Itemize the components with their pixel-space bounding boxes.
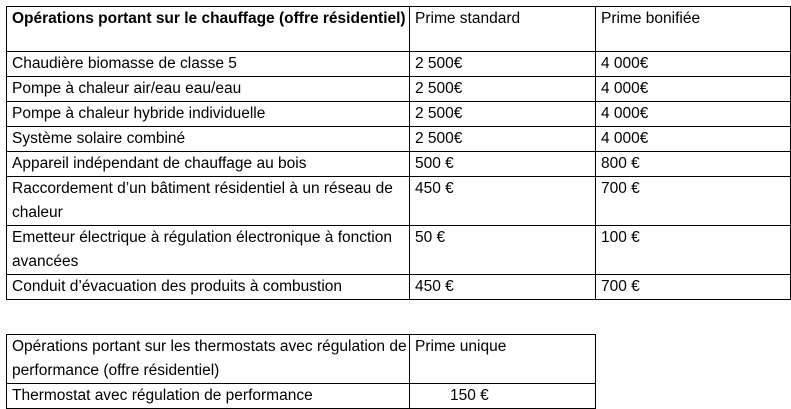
table-row	[7, 275, 791, 300]
table-row	[7, 127, 791, 152]
table-row	[7, 177, 791, 226]
header-single-premium: Prime unique	[410, 335, 596, 384]
table-row	[7, 77, 791, 102]
bonus-premium-cell: 4 000€	[596, 127, 791, 152]
table-row	[7, 52, 791, 77]
single-premium-cell: 150 €	[410, 384, 596, 409]
operation-cell: Pompe à chaleur air/eau eau/eau	[7, 77, 410, 102]
bonus-premium-cell: 100 €	[596, 226, 791, 275]
standard-premium-cell: 50 €	[410, 226, 596, 275]
standard-premium-cell: 2 500€	[410, 52, 596, 77]
operation-cell: Chaudière biomasse de classe 5	[7, 52, 410, 77]
header-bonus-premium: Prime bonifiée	[596, 7, 791, 52]
header-standard-premium: Prime standard	[410, 7, 596, 52]
bonus-premium-cell: 700 €	[596, 275, 791, 300]
header-operation: Opérations portant sur les thermostats avec régulation de performance (offre résidentiel)	[7, 335, 410, 384]
header-operation: Opérations portant sur le chauffage (offre résidentiel)	[7, 7, 410, 52]
table-header-row	[7, 335, 596, 384]
bonus-premium-cell: 4 000€	[596, 102, 791, 127]
operation-cell: Système solaire combiné	[7, 127, 410, 152]
operation-cell: Emetteur électrique à régulation électronique à fonction avancées	[7, 226, 410, 275]
operation-cell: Pompe à chaleur hybride individuelle	[7, 102, 410, 127]
operation-cell: Thermostat avec régulation de performance	[7, 384, 410, 409]
table-row	[7, 226, 791, 275]
thermostat-operations-table	[6, 334, 596, 409]
bonus-premium-cell: 4 000€	[596, 52, 791, 77]
standard-premium-cell: 450 €	[410, 177, 596, 226]
standard-premium-cell: 2 500€	[410, 127, 596, 152]
table-row	[7, 152, 791, 177]
bonus-premium-cell: 800 €	[596, 152, 791, 177]
operation-cell: Appareil indépendant de chauffage au bois	[7, 152, 410, 177]
operation-cell: Raccordement d’un bâtiment résidentiel à un réseau de chaleur	[7, 177, 410, 226]
operation-cell: Conduit d’évacuation des produits à combustion	[7, 275, 410, 300]
table-row	[7, 102, 791, 127]
bonus-premium-cell: 700 €	[596, 177, 791, 226]
table-header-row	[7, 7, 791, 52]
standard-premium-cell: 500 €	[410, 152, 596, 177]
standard-premium-cell: 450 €	[410, 275, 596, 300]
bonus-premium-cell: 4 000€	[596, 77, 791, 102]
heating-operations-table	[6, 6, 791, 300]
standard-premium-cell: 2 500€	[410, 77, 596, 102]
standard-premium-cell: 2 500€	[410, 102, 596, 127]
